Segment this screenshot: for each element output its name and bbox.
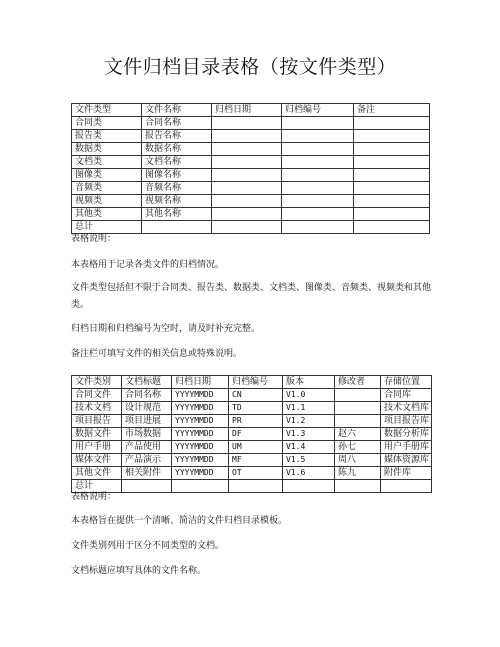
table-cell: 总计 [72, 480, 122, 493]
table-cell: 相关附件 [122, 467, 172, 480]
table-cell [282, 117, 354, 130]
table-cell: V1.4 [283, 441, 335, 454]
table-cell: V1.2 [283, 415, 335, 428]
table-cell: V1.1 [283, 402, 335, 415]
table-cell: 音频类 [72, 182, 142, 195]
table-cell: TD [229, 402, 283, 415]
table-cell [282, 130, 354, 143]
table-cell [354, 117, 430, 130]
table-cell: 文档类 [72, 156, 142, 169]
table-cell [282, 169, 354, 182]
notes1-paragraph: 文件类型包括但不限于合同类、报告类、数据类、文档类、图像类、音频类、视频类和其他类。 [71, 283, 432, 310]
table-cell: 文件名称 [142, 104, 212, 117]
table-row [72, 428, 432, 441]
table-row [72, 467, 432, 480]
table-cell: 赵六 [335, 428, 381, 441]
table-row [72, 182, 430, 195]
table-cell [212, 208, 282, 221]
table-row [72, 143, 430, 156]
notes2-paragraph: 文档标题应填写具体的文件名称。 [71, 566, 207, 576]
table-cell: 市场数据 [122, 428, 172, 441]
table-cell: 用户手册 [72, 441, 122, 454]
table-cell: 周八 [335, 454, 381, 467]
table-row [72, 415, 432, 428]
table-cell: YYYYMMDD [172, 415, 229, 428]
table-cell: 附件库 [381, 467, 432, 480]
table-cell: 设计规范 [122, 402, 172, 415]
notes1-paragraph: 本表格用于记录各类文件的归档情况。 [71, 260, 225, 270]
notes2-heading: 表格说明： [71, 492, 117, 502]
table-row [72, 441, 432, 454]
notes1-paragraph: 备注栏可填写文件的相关信息或特殊说明。 [71, 349, 243, 359]
table-cell [354, 130, 430, 143]
table-cell [282, 182, 354, 195]
table-cell: MF [229, 454, 283, 467]
table-cell [212, 156, 282, 169]
table-row [72, 117, 430, 130]
table-cell: V1.0 [283, 389, 335, 402]
table-cell [212, 130, 282, 143]
table-cell [354, 169, 430, 182]
table-row [72, 130, 430, 143]
table-cell: OT [229, 467, 283, 480]
table-cell: UM [229, 441, 283, 454]
table-cell: 项目报告 [72, 415, 122, 428]
table-cell: 数据文件 [72, 428, 122, 441]
table-row [72, 208, 430, 221]
table-cell: 用户手册库 [381, 441, 432, 454]
table-cell [354, 195, 430, 208]
table-cell: 归档日期 [172, 376, 229, 389]
table-cell: 合同类 [72, 117, 142, 130]
table-row [72, 402, 432, 415]
table-cell: 数据分析库 [381, 428, 432, 441]
table-cell: 合同名称 [122, 389, 172, 402]
table-cell: 报告类 [72, 130, 142, 143]
table-cell: 归档编号 [229, 376, 283, 389]
table-cell: DF [229, 428, 283, 441]
table-cell [354, 208, 430, 221]
table-cell: YYYYMMDD [172, 467, 229, 480]
archive-table-by-category [71, 375, 432, 493]
table-cell [354, 143, 430, 156]
table-cell: 合同文件 [72, 389, 122, 402]
notes1-paragraph: 归档日期和归档编号为空时，请及时补充完整。 [71, 324, 261, 334]
page-title: 文件归档目录表格（按文件类型） [103, 56, 397, 78]
table-cell [335, 415, 381, 428]
table-cell: 版本 [283, 376, 335, 389]
table-cell: 视频名称 [142, 195, 212, 208]
table-cell: 产品演示 [122, 454, 172, 467]
table-cell: PR [229, 415, 283, 428]
table-cell [212, 169, 282, 182]
table-cell: 数据类 [72, 143, 142, 156]
table-cell: YYYYMMDD [172, 441, 229, 454]
table-cell [354, 182, 430, 195]
table-cell: 视频类 [72, 195, 142, 208]
table-row [72, 156, 430, 169]
table-cell: 其他文件 [72, 467, 122, 480]
table-cell: 文档名称 [142, 156, 212, 169]
table-cell: 项目进展 [122, 415, 172, 428]
table-cell: 其他名称 [142, 208, 212, 221]
table-cell: 文件类型 [72, 104, 142, 117]
table-cell [354, 156, 430, 169]
table-cell [335, 402, 381, 415]
table-cell: V1.3 [283, 428, 335, 441]
table-cell: 图像名称 [142, 169, 212, 182]
table-cell [282, 208, 354, 221]
table-row [72, 454, 432, 467]
table-cell [212, 117, 282, 130]
table-cell [282, 143, 354, 156]
table-cell: 合同名称 [142, 117, 212, 130]
table-cell: 文档标题 [122, 376, 172, 389]
table-row [72, 195, 430, 208]
table-cell: YYYYMMDD [172, 428, 229, 441]
table-header-row [72, 376, 432, 389]
table-cell: YYYYMMDD [172, 454, 229, 467]
table-cell: 合同库 [381, 389, 432, 402]
table-cell: 归档日期 [212, 104, 282, 117]
table-cell: 其他类 [72, 208, 142, 221]
table-cell [282, 156, 354, 169]
notes2-paragraph: 本表格旨在提供一个清晰、简洁的文件归档目录模板。 [71, 516, 288, 526]
archive-table-by-type [71, 103, 430, 234]
table-cell: YYYYMMDD [172, 402, 229, 415]
table-cell [335, 389, 381, 402]
table-cell: 归档编号 [282, 104, 354, 117]
table-cell: 修改者 [335, 376, 381, 389]
table-cell: 孙七 [335, 441, 381, 454]
table-cell: 备注 [354, 104, 430, 117]
table-cell: 音频名称 [142, 182, 212, 195]
notes2-paragraph: 文件类别列用于区分不同类型的文档。 [71, 541, 225, 551]
table-cell: YYYYMMDD [172, 389, 229, 402]
table-cell: V1.5 [283, 454, 335, 467]
table-cell: 文件类别 [72, 376, 122, 389]
notes1-heading: 表格说明： [71, 234, 117, 244]
table-cell: 项目报告库 [381, 415, 432, 428]
table-cell [212, 182, 282, 195]
table-cell: V1.6 [283, 467, 335, 480]
table-cell: 数据名称 [142, 143, 212, 156]
table-cell: CN [229, 389, 283, 402]
table-cell [212, 195, 282, 208]
table-header-row [72, 104, 430, 117]
table-cell: 总计 [72, 221, 142, 234]
table-cell: 技术文档库 [381, 402, 432, 415]
table-cell: 媒体文件 [72, 454, 122, 467]
table-cell [212, 143, 282, 156]
table-cell: 陈九 [335, 467, 381, 480]
table-row [72, 169, 430, 182]
table-cell: 存储位置 [381, 376, 432, 389]
table-cell: 产品使用 [122, 441, 172, 454]
table-cell: 媒体资源库 [381, 454, 432, 467]
table-cell: 报告名称 [142, 130, 212, 143]
table-cell: 技术文档 [72, 402, 122, 415]
table-row [72, 389, 432, 402]
table-cell: 图像类 [72, 169, 142, 182]
table-cell [282, 195, 354, 208]
